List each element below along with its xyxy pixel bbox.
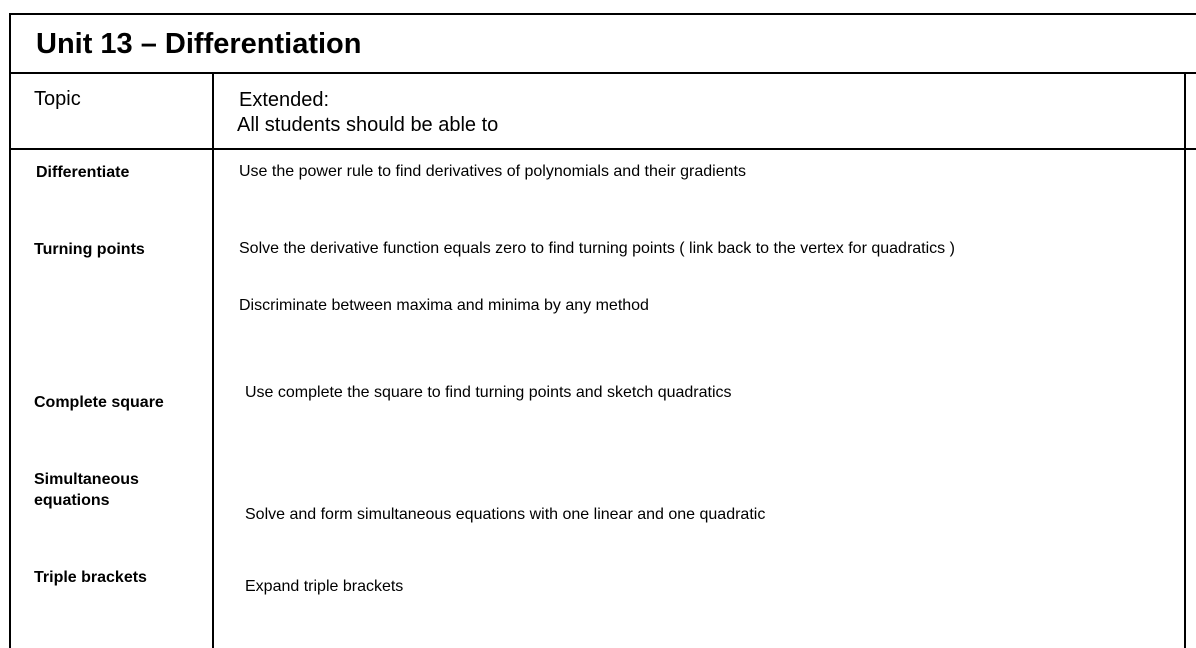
- table-right-border: [1184, 72, 1186, 648]
- column-divider: [212, 72, 214, 648]
- table-top-border: [9, 13, 1196, 15]
- extended-column-header: Extended:: [239, 89, 330, 111]
- objective-maxima-minima: Discriminate between maxima and minima by any method: [239, 297, 649, 314]
- topic-triple-brackets: Triple brackets: [34, 569, 147, 586]
- title-divider: [9, 72, 1196, 74]
- topic-differentiate: Differentiate: [36, 164, 130, 181]
- topic-turning-points: Turning points: [34, 241, 145, 258]
- topic-column-header: Topic: [34, 88, 81, 110]
- page-title: Unit 13 – Differentiation: [36, 28, 362, 60]
- table-left-border: [9, 13, 11, 648]
- extended-column-subheader: All students should be able to: [237, 114, 499, 136]
- objective-complete-square: Use complete the square to find turning points and sketch quadratics: [245, 384, 732, 401]
- header-divider: [9, 148, 1196, 150]
- topic-simultaneous-equations: Simultaneous equations: [34, 471, 139, 509]
- objective-turning-points: Solve the derivative function equals zero to find turning points ( link back to the vertex for quadratics ): [239, 240, 955, 257]
- objective-power-rule: Use the power rule to find derivatives of polynomials and their gradients: [239, 163, 746, 180]
- topic-complete-square: Complete square: [34, 394, 164, 411]
- objective-simultaneous-equations: Solve and form simultaneous equations with one linear and one quadratic: [245, 506, 766, 523]
- objective-triple-brackets: Expand triple brackets: [245, 578, 404, 595]
